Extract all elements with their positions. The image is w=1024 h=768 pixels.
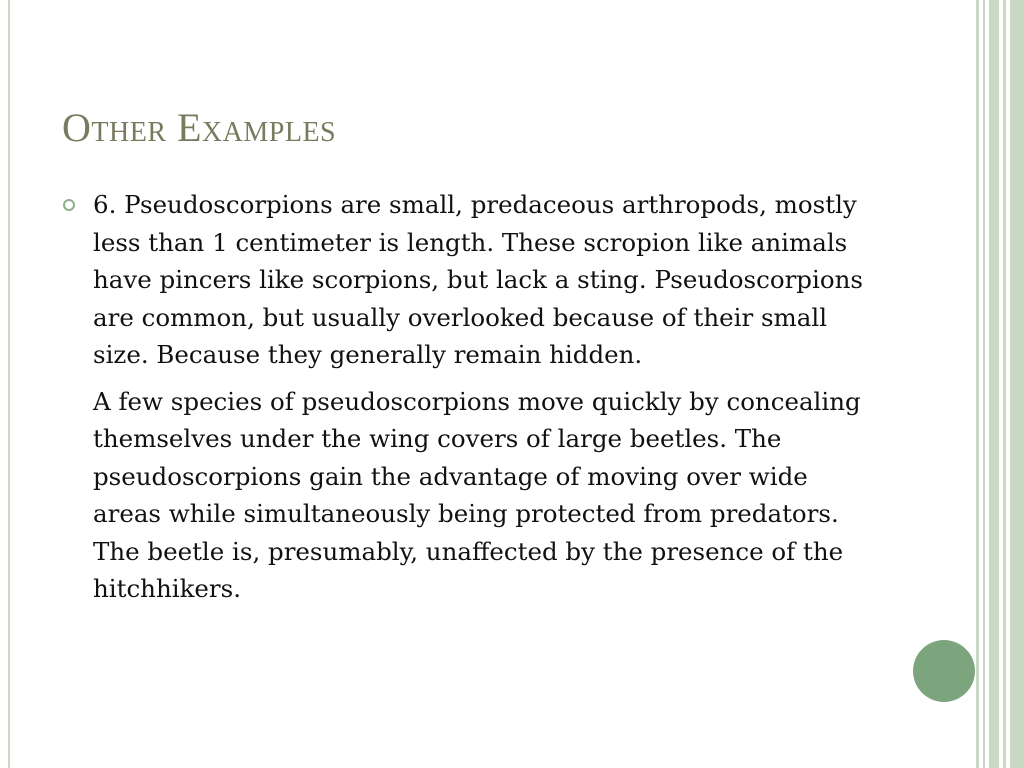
slide-body (60, 186, 880, 608)
continuation-paragraph: A few species of pseudoscorpions move quickly by concealing themselves under the wing covers of large beetles. The pseudoscorpions gain the advantage of moving over wide areas while simultaneously being protected from predators. The beetle is, presumably, unaffected by the presence of the hitchhikers. (93, 386, 861, 603)
bullet-text: 6. Pseudoscorpions are small, predaceous arthropods, mostly less than 1 centimeter is length. These scropion like animals have pincers like scorpions, but lack a sting. Pseudoscorpions are common, but usually overlooked because of their small size. Because they generally remain hidden. (93, 190, 863, 369)
slide-title: Other Examples (62, 105, 337, 150)
hollow-circle-bullet-icon (63, 199, 75, 211)
stripe (1010, 0, 1024, 768)
stripe (983, 0, 985, 768)
green-circle-icon (913, 640, 975, 702)
right-decorative-stripes (976, 0, 1024, 768)
left-border-line (8, 0, 10, 768)
stripe (989, 0, 999, 768)
bullet-item (60, 186, 880, 374)
stripe (1003, 0, 1006, 768)
stripe (976, 0, 979, 768)
